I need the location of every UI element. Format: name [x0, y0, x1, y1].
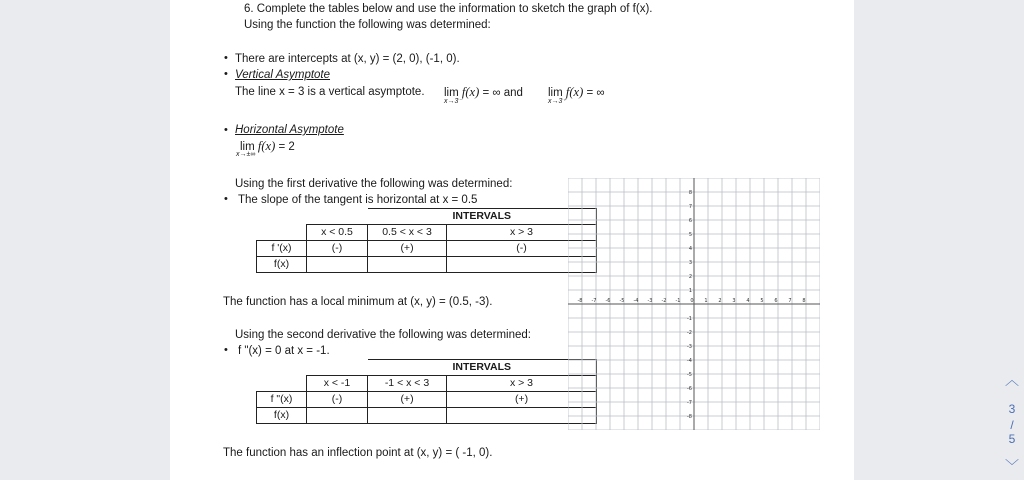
table-cell: (-): [447, 241, 597, 257]
y-tick-label: 3: [688, 260, 692, 266]
y-tick-label: -2: [687, 330, 692, 336]
intervals-header: INTERVALS: [368, 209, 597, 225]
y-tick-label: 5: [688, 232, 692, 238]
bullet-dot: •: [224, 344, 228, 356]
first-derivative-intro: Using the first derivative the following was determined:: [235, 178, 513, 190]
limit-value: = ∞ and: [479, 87, 523, 99]
lim-subscript: x→3⁺: [548, 98, 567, 105]
interval-column-header: -1 < x < 3: [368, 376, 447, 392]
question-intro: Using the function the following was determined:: [244, 19, 491, 31]
y-tick-label: 8: [688, 190, 692, 196]
table-cell[interactable]: [307, 257, 368, 273]
x-tick-label: -8: [577, 298, 583, 304]
x-tick-label: 1: [704, 298, 708, 304]
total-pages: 5: [1008, 432, 1016, 446]
x-tick-label: 8: [802, 298, 806, 304]
function-f: f(x): [461, 85, 480, 99]
lim-word: lim: [240, 141, 255, 153]
y-tick-label: 4: [688, 246, 692, 252]
bullet-dot: •: [224, 68, 228, 80]
x-tick-label: 6: [774, 298, 778, 304]
y-tick-label: 2: [688, 274, 692, 280]
first-derivative-bullet: The slope of the tangent is horizontal at x = 0.5: [238, 194, 478, 206]
x-tick-label: -1: [675, 298, 681, 304]
y-tick-label: 1: [688, 288, 692, 294]
x-tick-label: 5: [760, 298, 764, 304]
table-cell: (+): [368, 241, 447, 257]
interval-column-header: x < -1: [307, 376, 368, 392]
x-tick-label: 2: [718, 298, 722, 304]
inflection-point-text: The function has an inflection point at (x, y) = ( -1, 0).: [223, 447, 493, 459]
y-tick-label: -6: [687, 386, 692, 392]
bullet-dot: •: [224, 193, 228, 205]
y-tick-label: -5: [687, 372, 692, 378]
row-label: f(x): [257, 408, 307, 424]
limit-left: [444, 85, 523, 105]
table-cell[interactable]: [368, 257, 447, 273]
table-row: [257, 408, 597, 424]
x-tick-label: -6: [605, 298, 611, 304]
limit-horizontal: [236, 139, 295, 158]
y-tick-label: 7: [688, 204, 692, 210]
horizontal-asymptote-heading: Horizontal Asymptote: [235, 124, 344, 136]
x-tick-label: -5: [619, 298, 625, 304]
lim-word: lim: [444, 87, 459, 99]
y-tick-label: 6: [688, 218, 692, 224]
limit-value: = ∞: [583, 87, 605, 99]
page-down-icon[interactable]: ﹀: [1005, 458, 1019, 474]
interval-column-header: x > 3: [447, 376, 597, 392]
table-row: [257, 257, 597, 273]
y-tick-label: -7: [687, 400, 692, 406]
table-cell[interactable]: [368, 408, 447, 424]
row-label: f "(x): [257, 392, 307, 408]
table-cell: (-): [307, 392, 368, 408]
second-derivative-bullet: f "(x) = 0 at x = -1.: [238, 345, 330, 357]
bullet-dot: •: [224, 124, 228, 136]
intercepts-text: There are intercepts at (x, y) = (2, 0), (-1, 0).: [235, 53, 460, 65]
current-page: 3: [1008, 402, 1016, 416]
intervals-header: INTERVALS: [368, 360, 597, 376]
vertical-asymptote-heading: Vertical Asymptote: [235, 69, 331, 81]
limit-value: = 2: [275, 141, 295, 153]
page-up-icon[interactable]: ︿: [1005, 372, 1019, 388]
lim-subscript: x→±∞: [236, 151, 256, 158]
interval-column-header: x > 3: [447, 225, 597, 241]
row-label: f(x): [257, 257, 307, 273]
limit-right: [548, 85, 605, 105]
interval-column-header: 0.5 < x < 3: [368, 225, 447, 241]
vertical-asymptote-text: The line x = 3 is a vertical asymptote.: [235, 86, 425, 98]
second-derivative-intro: Using the second derivative the following was determined:: [235, 329, 531, 341]
coordinate-grid[interactable]: [568, 178, 820, 430]
table-cell: (+): [368, 392, 447, 408]
x-tick-label: -7: [591, 298, 597, 304]
x-tick-label: -4: [633, 298, 639, 304]
interval-column-header: x < 0.5: [307, 225, 368, 241]
table-cell: (+): [447, 392, 597, 408]
y-tick-label: -3: [687, 344, 692, 350]
y-tick-label: -4: [687, 358, 692, 364]
row-label: f '(x): [257, 241, 307, 257]
x-tick-label: 3: [732, 298, 736, 304]
y-tick-label: -1: [687, 316, 692, 322]
function-f: f(x): [565, 85, 584, 99]
lim-subscript: x→3⁻: [444, 98, 463, 105]
x-tick-label: 0: [690, 298, 694, 304]
first-derivative-table: [256, 208, 597, 273]
function-f: f(x): [257, 139, 276, 153]
page-separator: /: [1010, 418, 1014, 432]
table-row: [257, 392, 597, 408]
table-row: [257, 241, 597, 257]
page-navigator: [1000, 370, 1024, 480]
table-cell: (-): [307, 241, 368, 257]
question-number-line: 6. Complete the tables below and use the information to sketch the graph of f(x).: [244, 3, 653, 15]
local-minimum-text: The function has a local minimum at (x, y) = (0.5, -3).: [223, 296, 493, 308]
lim-word: lim: [548, 87, 563, 99]
x-tick-label: -2: [661, 298, 667, 304]
second-derivative-table: [256, 359, 597, 424]
y-tick-label: -8: [687, 414, 692, 420]
x-tick-label: 4: [746, 298, 750, 304]
x-tick-label: 7: [788, 298, 792, 304]
bullet-dot: •: [224, 52, 228, 64]
table-cell[interactable]: [307, 408, 368, 424]
x-tick-label: -3: [647, 298, 653, 304]
